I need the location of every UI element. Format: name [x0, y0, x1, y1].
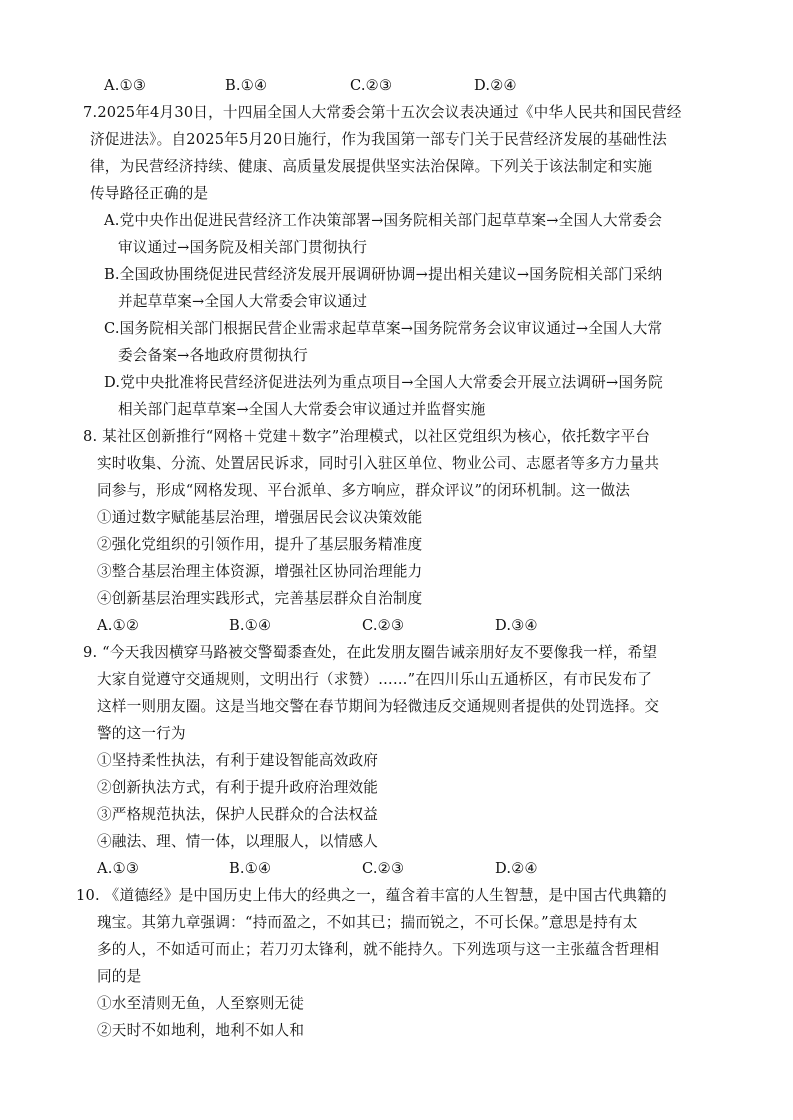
q8-item: ④创新基层治理实践形式，完善基层群众自治制度 [97, 590, 423, 607]
q8-option-d: D.③④ [495, 617, 538, 634]
q10-stem-line: 同的是 [97, 968, 142, 985]
q9-option-c: C.②③ [362, 860, 405, 877]
q8-option-a: A.①② [97, 617, 140, 634]
q8-stem-line: 同参与，形成“网格发现、平台派单、多方响应，群众评议”的闭环机制。这一做法 [97, 482, 631, 499]
q7-stem-line: 传导路径正确的是 [90, 185, 209, 202]
q7-choice-c-cont: 委会备案→各地政府贯彻执行 [118, 347, 308, 364]
q9-stem-line: 这样一则朋友圈。这是当地交警在春节期间为轻微违反交通规则者提供的处罚选择。交 [97, 698, 660, 715]
q7-choice-a: A.党中央作出促进民营经济工作决策部署→国务院相关部门起草草案→全国人大常委会 [104, 212, 663, 229]
q7-choice-d-cont: 相关部门起草草案→全国人大常委会审议通过并监督实施 [118, 401, 486, 418]
q9-option-b: B.①④ [229, 860, 272, 877]
q9-item: ④融法、理、情一体，以理服人，以情感人 [97, 833, 379, 850]
q6-option-b: B.①④ [225, 77, 268, 94]
q9-stem-line: 9. “今天我因横穿马路被交警蜀黍查处，在此发朋友圈告诫亲朋好友不要像我一样，希望 [83, 644, 658, 661]
q7-stem-line: 律，为民营经济持续、健康、高质量发展提供坚实法治保障。下列关于该法制定和实施 [90, 158, 653, 175]
q7-choice-b-cont: 并起草草案→全国人大常委会审议通过 [118, 293, 368, 310]
q9-options [0, 859, 793, 879]
q7-choice-b: B.全国政协围绕促进民营经济发展开展调研协调→提出相关建议→国务院相关部门采纳 [104, 266, 663, 283]
q10-item: ①水至清则无鱼，人至察则无徒 [97, 995, 305, 1012]
q8-option-c: C.②③ [362, 617, 405, 634]
q7-choice-a-cont: 审议通过→国务院及相关部门贯彻执行 [118, 239, 368, 256]
q10-stem-line: 10. 《道德经》是中国历史上伟大的经典之一，蕴含着丰富的人生智慧，是中国古代典籍的 [76, 887, 667, 904]
q7-stem-line: 7.2025年4月30日，十四届全国人大常委会第十五次会议表决通过《中华人民共和国民营经 [83, 104, 682, 121]
q8-stem-line: 实时收集、分流、处置居民诉求，同时引入驻区单位、物业公司、志愿者等多方力量共 [97, 455, 660, 472]
q10-stem-line: 瑰宝。其第九章强调：“持而盈之，不如其已；揣而锐之，不可长保。”意思是持有太 [97, 914, 638, 931]
q8-item: ③整合基层治理主体资源，增强社区协同治理能力 [97, 563, 423, 580]
q9-item: ③严格规范执法，保护人民群众的合法权益 [97, 806, 379, 823]
q7-choice-c: C.国务院相关部门根据民营企业需求起草草案→国务院常务会议审议通过→全国人大常 [104, 320, 663, 337]
q8-item: ①通过数字赋能基层治理，增强居民会议决策效能 [97, 509, 423, 526]
q8-stem-line: 8. 某社区创新推行“网格＋党建＋数字”治理模式，以社区党组织为核心，依托数字平台 [83, 428, 651, 445]
q9-option-a: A.①③ [97, 860, 140, 877]
q8-option-b: B.①④ [229, 617, 272, 634]
q10-item: ②天时不如地利，地利不如人和 [97, 1022, 305, 1039]
q7-choice-d: D.党中央批准将民营经济促进法列为重点项目→全国人大常委会开展立法调研→国务院 [104, 374, 663, 391]
q7-stem-line: 济促进法》。自2025年5月20日施行，作为我国第一部专门关于民营经济发展的基础性法 [90, 131, 667, 148]
q8-options [0, 616, 793, 636]
q10-stem-line: 多的人，不如适可而止；若刀刃太锋利，就不能持久。下列选项与这一主张蕴含哲理相 [97, 941, 660, 958]
q9-stem-line: 大家自觉遵守交通规则，文明出行（求赞）……”在四川乐山五通桥区，有市民发布了 [97, 671, 653, 688]
q9-item: ②创新执法方式，有利于提升政府治理效能 [97, 779, 379, 796]
q6-option-c: C.②③ [350, 77, 393, 94]
q6-option-d: D.②④ [474, 77, 517, 94]
q9-stem-line: 警的这一行为 [97, 725, 186, 742]
q6-options [0, 76, 793, 96]
q9-item: ①坚持柔性执法，有利于建设智能高效政府 [97, 752, 379, 769]
q6-option-a: A.①③ [104, 77, 147, 94]
q8-item: ②强化党组织的引领作用，提升了基层服务精准度 [97, 536, 423, 553]
q9-option-d: D.②④ [495, 860, 538, 877]
